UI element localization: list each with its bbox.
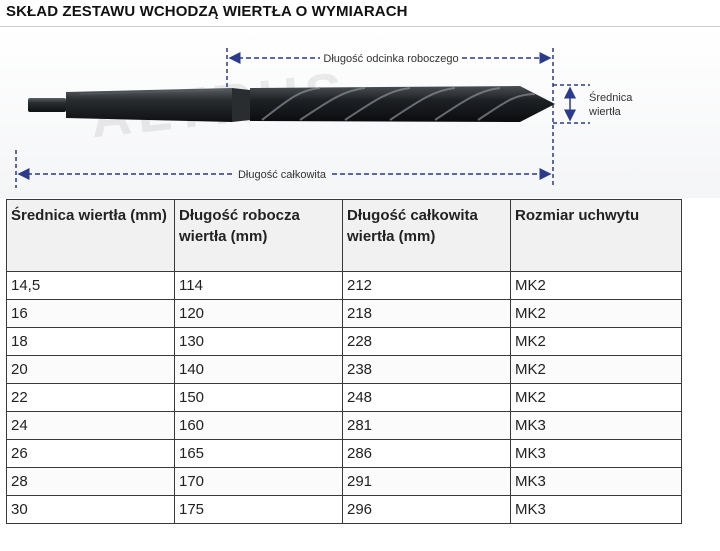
table-row [7, 496, 682, 524]
header-diameter: Średnica wiertła (mm) [7, 200, 175, 272]
diameter-label-line2: wiertła [589, 106, 621, 118]
cell-diameter: 22 [7, 384, 175, 412]
cell-diameter: 16 [7, 300, 175, 328]
cell-diameter: 28 [7, 468, 175, 496]
cell-diameter: 24 [7, 412, 175, 440]
drill-illustration [0, 28, 720, 198]
title-divider [0, 26, 720, 27]
cell-total-length: 296 [343, 496, 511, 524]
table-row [7, 356, 682, 384]
cell-working-length: 150 [175, 384, 343, 412]
cell-total-length: 286 [343, 440, 511, 468]
cell-total-length: 291 [343, 468, 511, 496]
cell-working-length: 165 [175, 440, 343, 468]
cell-chuck-size: MK3 [511, 440, 682, 468]
cell-total-length: 248 [343, 384, 511, 412]
header-working-length: Długość robocza wiertła (mm) [175, 200, 343, 272]
cell-chuck-size: MK3 [511, 412, 682, 440]
drill-neck [232, 88, 250, 122]
total-length-label: Długość całkowita [237, 169, 327, 181]
cell-working-length: 114 [175, 272, 343, 300]
drill-specs-table [6, 199, 682, 524]
table-header-row [7, 200, 682, 272]
table-row [7, 468, 682, 496]
cell-chuck-size: MK2 [511, 328, 682, 356]
header-chuck-size: Rozmiar uchwytu [511, 200, 682, 272]
cell-total-length: 228 [343, 328, 511, 356]
cell-chuck-size: MK3 [511, 496, 682, 524]
drill-tang [28, 98, 66, 112]
header-total-length: Długość całkowita wiertła (mm) [343, 200, 511, 272]
table-row [7, 272, 682, 300]
cell-working-length: 170 [175, 468, 343, 496]
cell-total-length: 212 [343, 272, 511, 300]
cell-working-length: 140 [175, 356, 343, 384]
cell-chuck-size: MK2 [511, 300, 682, 328]
table-row [7, 328, 682, 356]
cell-chuck-size: MK2 [511, 384, 682, 412]
table-row [7, 300, 682, 328]
cell-total-length: 281 [343, 412, 511, 440]
cell-working-length: 130 [175, 328, 343, 356]
cell-diameter: 26 [7, 440, 175, 468]
cell-chuck-size: MK2 [511, 272, 682, 300]
cell-working-length: 160 [175, 412, 343, 440]
diameter-label-line1: Średnica [589, 92, 633, 104]
cell-total-length: 218 [343, 300, 511, 328]
cell-working-length: 120 [175, 300, 343, 328]
drill-diagram [0, 28, 720, 198]
cell-total-length: 238 [343, 356, 511, 384]
table-row [7, 440, 682, 468]
cell-diameter: 20 [7, 356, 175, 384]
working-length-label: Długość odcinka roboczego [323, 53, 459, 65]
table-row [7, 412, 682, 440]
cell-working-length: 175 [175, 496, 343, 524]
cell-diameter: 18 [7, 328, 175, 356]
drill-fluted-body [250, 86, 555, 122]
page-title: SKŁAD ZESTAWU WCHODZĄ WIERTŁA O WYMIARACH [6, 3, 408, 20]
cell-chuck-size: MK3 [511, 468, 682, 496]
cell-chuck-size: MK2 [511, 356, 682, 384]
table-row [7, 384, 682, 412]
cell-diameter: 14,5 [7, 272, 175, 300]
cell-diameter: 30 [7, 496, 175, 524]
